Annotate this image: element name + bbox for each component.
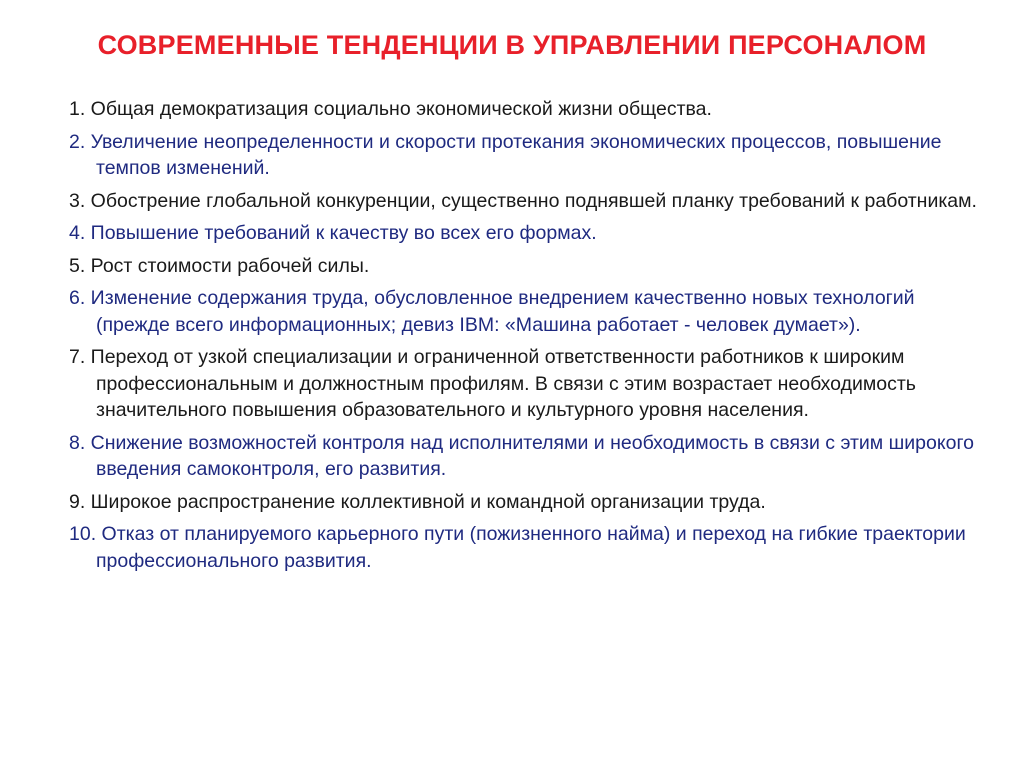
- list-item: 2. Увеличение неопределенности и скорости протекания экономических процессов, повышение темпов изменений.: [69, 130, 942, 179]
- list-item: 8. Снижение возможностей контроля над исполнителями и необходимость в связи с этим широкого введения самоконтроля, его развития.: [69, 431, 974, 480]
- list-item: 1. Общая демократизация социально экономической жизни общества.: [69, 98, 712, 120]
- trends-list: [69, 96, 989, 580]
- list-item: 10. Отказ от планируемого карьерного пути (пожизненного найма) и переход на гибкие траектории профессионального развития.: [69, 523, 966, 572]
- list-item: 6. Изменение содержания труда, обусловленное внедрением качественно новых технологий (прежде всего информационных; девиз IBM: «Машина работает - человек думает»).: [69, 287, 915, 336]
- list-item: 9. Широкое распространение коллективной и командной организации труда.: [69, 490, 766, 513]
- slide-title: СОВРЕМЕННЫЕ ТЕНДЕНЦИИ В УПРАВЛЕНИИ ПЕРСОНАЛОМ: [97, 30, 927, 60]
- list-item: 5. Рост стоимости рабочей силы.: [69, 254, 370, 277]
- list-item: 3. Обострение глобальной конкуренции, существенно поднявшей планку требований к работникам.: [69, 189, 977, 212]
- list-item: 7. Переход от узкой специализации и ограниченной ответственности работников к широким профессиональным и должностным профилям. В связи с этим возрастает необходимость значительного повышения образовательного и культурного уровня населения.: [69, 346, 916, 421]
- list-item: 4. Повышение требований к качеству во всех его формах.: [69, 222, 597, 244]
